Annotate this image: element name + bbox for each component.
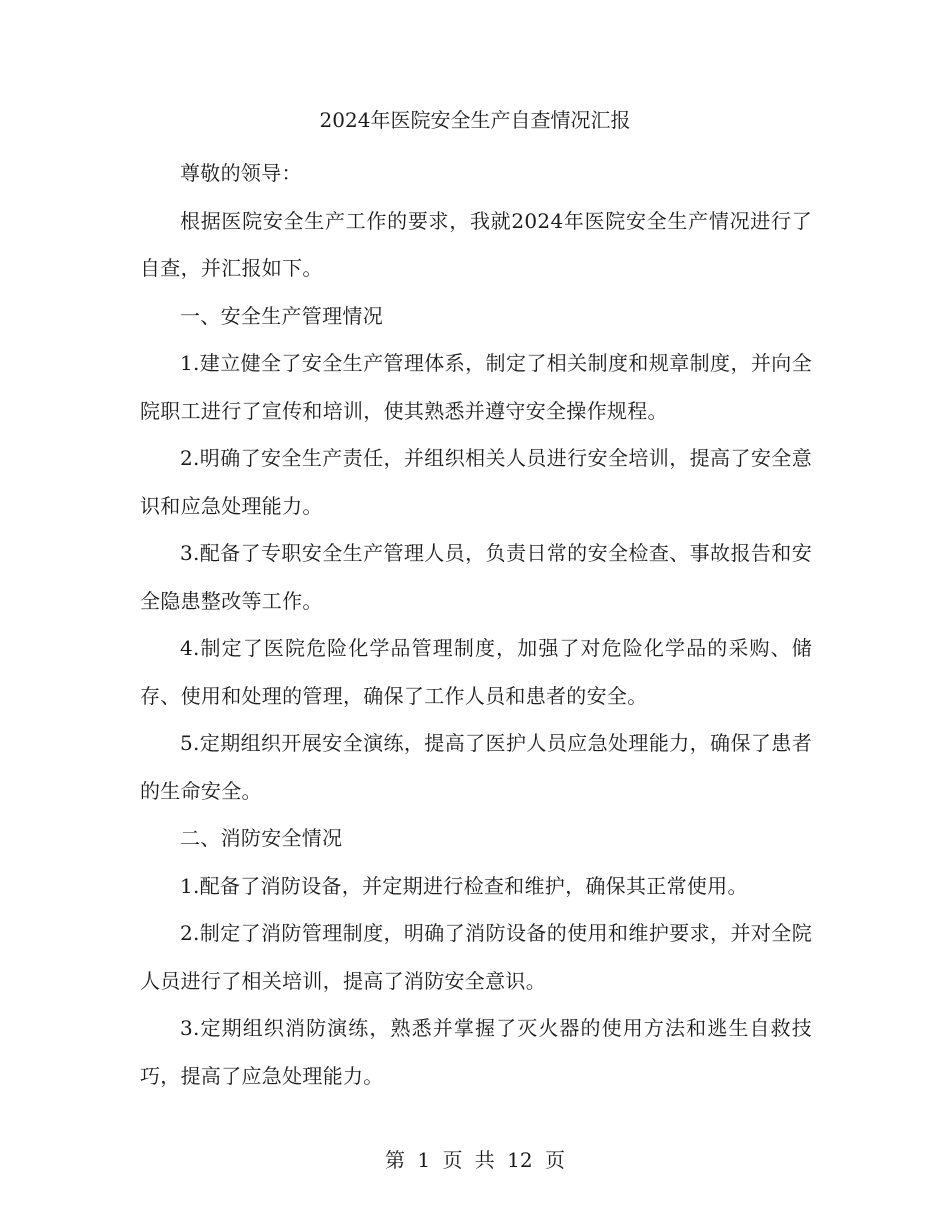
intro-paragraph: 根据医院安全生产工作的要求，我就2024年医院安全生产情况进行了自查，并汇报如下。	[140, 208, 812, 280]
paragraph-item: 1.配备了消防设备，并定期进行检查和维护，确保其正常使用。	[180, 873, 748, 898]
paragraph-item: 5.定期组织开展安全演练，提高了医护人员应急处理能力，确保了患者的生命安全。	[140, 731, 812, 803]
document-title: 2024年医院安全生产自查情况汇报	[319, 108, 631, 132]
paragraph-item: 2.明确了安全生产责任，并组织相关人员进行安全培训，提高了安全意识和应急处理能力。	[140, 446, 812, 518]
paragraph-item: 1.建立健全了安全生产管理体系，制定了相关制度和规章制度，并向全院职工进行了宣传和培训，使其熟悉并遵守安全操作规程。	[140, 351, 812, 423]
section-heading-safety-management: 一、安全生产管理情况	[180, 303, 383, 328]
page-number-footer: 第 1 页 共 12 页	[385, 1148, 565, 1172]
document-body	[140, 150, 812, 1100]
section-heading-fire-safety: 二、消防安全情况	[180, 826, 343, 850]
salutation: 尊敬的领导：	[180, 161, 302, 185]
paragraph-item: 3.配备了专职安全生产管理人员，负责日常的安全检查、事故报告和安全隐患整改等工作。	[140, 541, 812, 613]
paragraph-item: 3.定期组织消防演练，熟悉并掌握了灭火器的使用方法和逃生自救技巧，提高了应急处理能力。	[140, 1016, 812, 1088]
paragraph-item: 4.制定了医院危险化学品管理制度，加强了对危险化学品的采购、储存、使用和处理的管理，确保了工作人员和患者的安全。	[140, 636, 812, 708]
paragraph-item: 2.制定了消防管理制度，明确了消防设备的使用和维护要求，并对全院人员进行了相关培训，提高了消防安全意识。	[140, 921, 812, 993]
